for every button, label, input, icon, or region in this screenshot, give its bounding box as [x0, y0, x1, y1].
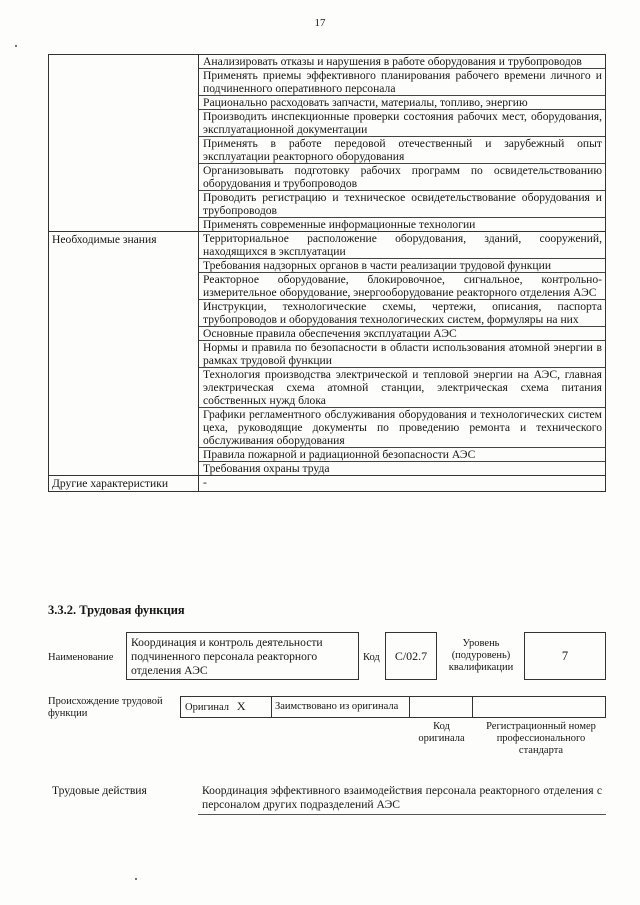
- knowledge-item: Графики регламентного обслуживания оборудования и технологических систем цеха, руководящие документы по проведению ремонта и технического обслуживания оборудования: [199, 408, 605, 448]
- reg-number-cell: [473, 697, 605, 717]
- competence-table: [48, 54, 606, 492]
- other-value-cell: [199, 476, 605, 491]
- knowledge-item: Инструкции, технологические схемы, чертежи, описания, паспорта трубопроводов и оборудования технологических систем, формуляры на них: [199, 300, 605, 327]
- skills-label-cell: [49, 55, 199, 231]
- section-title: 3.3.2. Трудовая функция: [48, 603, 185, 617]
- other-row: [48, 475, 606, 492]
- original-cell: [181, 697, 272, 717]
- origin-table: [180, 696, 606, 718]
- skills-list: [199, 55, 605, 231]
- function-name: Координация и контроль деятельности подчиненного персонала реакторного отделения АЭС: [131, 636, 323, 677]
- knowledge-item: Реакторное оборудование, блокировочное, сигнальное, контрольно-измерительное оборудование, энергооборудование реакторного отделения АЭС: [199, 273, 605, 300]
- borrowed-cell: [272, 697, 410, 717]
- other-value: -: [203, 476, 207, 489]
- original-mark: X: [236, 699, 246, 713]
- actions-value: Координация эффективного взаимодействия персонала реакторного отделения с персоналом других подразделений АЭС: [198, 782, 606, 815]
- reg-number-label: Регистрационный номер профессионального стандарта: [486, 721, 596, 756]
- actions-label: Трудовые действия: [52, 784, 147, 797]
- knowledge-item: Технология производства электрической и тепловой энергии на АЭС, главная электрическая схема атомной станции, электрическая схема питания собственных нужд блока: [199, 368, 605, 408]
- skill-item: Анализировать отказы и нарушения в работе оборудования и трубопроводов: [199, 55, 605, 69]
- knowledge-item: Правила пожарной и радиационной безопасности АЭС: [199, 448, 605, 462]
- skill-item: Применять в работе передовой отечественный и зарубежный опыт эксплуатации реакторного оборудования: [199, 137, 605, 164]
- skill-item: Проводить регистрацию и техническое освидетельствование оборудования и трубопроводов: [199, 191, 605, 218]
- skill-item: Производить инспекционные проверки состояния рабочих мест, оборудования, эксплуатационной документации: [199, 110, 605, 137]
- knowledge-row: [48, 231, 606, 475]
- knowledge-item: Нормы и правила по безопасности в области использования атомной энергии в рамках трудовой функции: [199, 341, 605, 368]
- other-label: Другие характеристики: [49, 476, 199, 491]
- knowledge-item: Требования надзорных органов в части реализации трудовой функции: [199, 259, 605, 273]
- knowledge-label: Необходимые знания: [49, 232, 199, 475]
- level-label: Уровень (подуровень) квалификации: [448, 638, 514, 673]
- original-label: Оригинал: [185, 702, 229, 713]
- origin-label: Происхождение трудовой функции: [48, 696, 163, 719]
- code-label: Код: [363, 652, 380, 663]
- skills-row: [48, 54, 606, 231]
- knowledge-list: [199, 232, 605, 475]
- original-code-label: Код оригинала: [418, 721, 465, 744]
- level-box: [524, 632, 606, 680]
- skill-item: Применять современные информационные технологии: [203, 218, 476, 231]
- knowledge-item: Территориальное расположение оборудования, зданий, сооружений, находящихся в эксплуатации: [199, 232, 605, 259]
- function-code: C/02.7: [394, 649, 428, 663]
- function-name-box: [126, 632, 359, 680]
- name-label: Наименование: [48, 652, 114, 663]
- borrowed-label: Заимствовано из оригинала: [275, 701, 399, 712]
- actions-row: [48, 782, 606, 815]
- scan-speck: [15, 45, 17, 47]
- knowledge-item: Требования охраны труда: [203, 462, 330, 475]
- skill-item: Применять приемы эффективного планирования рабочего времени личного и подчиненного оперативного персонала: [199, 69, 605, 96]
- knowledge-item: Основные правила обеспечения эксплуатации АЭС: [199, 327, 605, 341]
- original-code-cell: [410, 697, 473, 717]
- page-number: 17: [314, 17, 326, 29]
- skill-item: Организовывать подготовку рабочих программ по освидетельствованию оборудования и трубопроводов: [199, 164, 605, 191]
- code-box: [385, 632, 437, 680]
- scan-speck: [135, 878, 137, 880]
- skill-item: Рационально расходовать запчасти, материалы, топливо, энергию: [199, 96, 605, 110]
- qualification-level: 7: [561, 649, 569, 663]
